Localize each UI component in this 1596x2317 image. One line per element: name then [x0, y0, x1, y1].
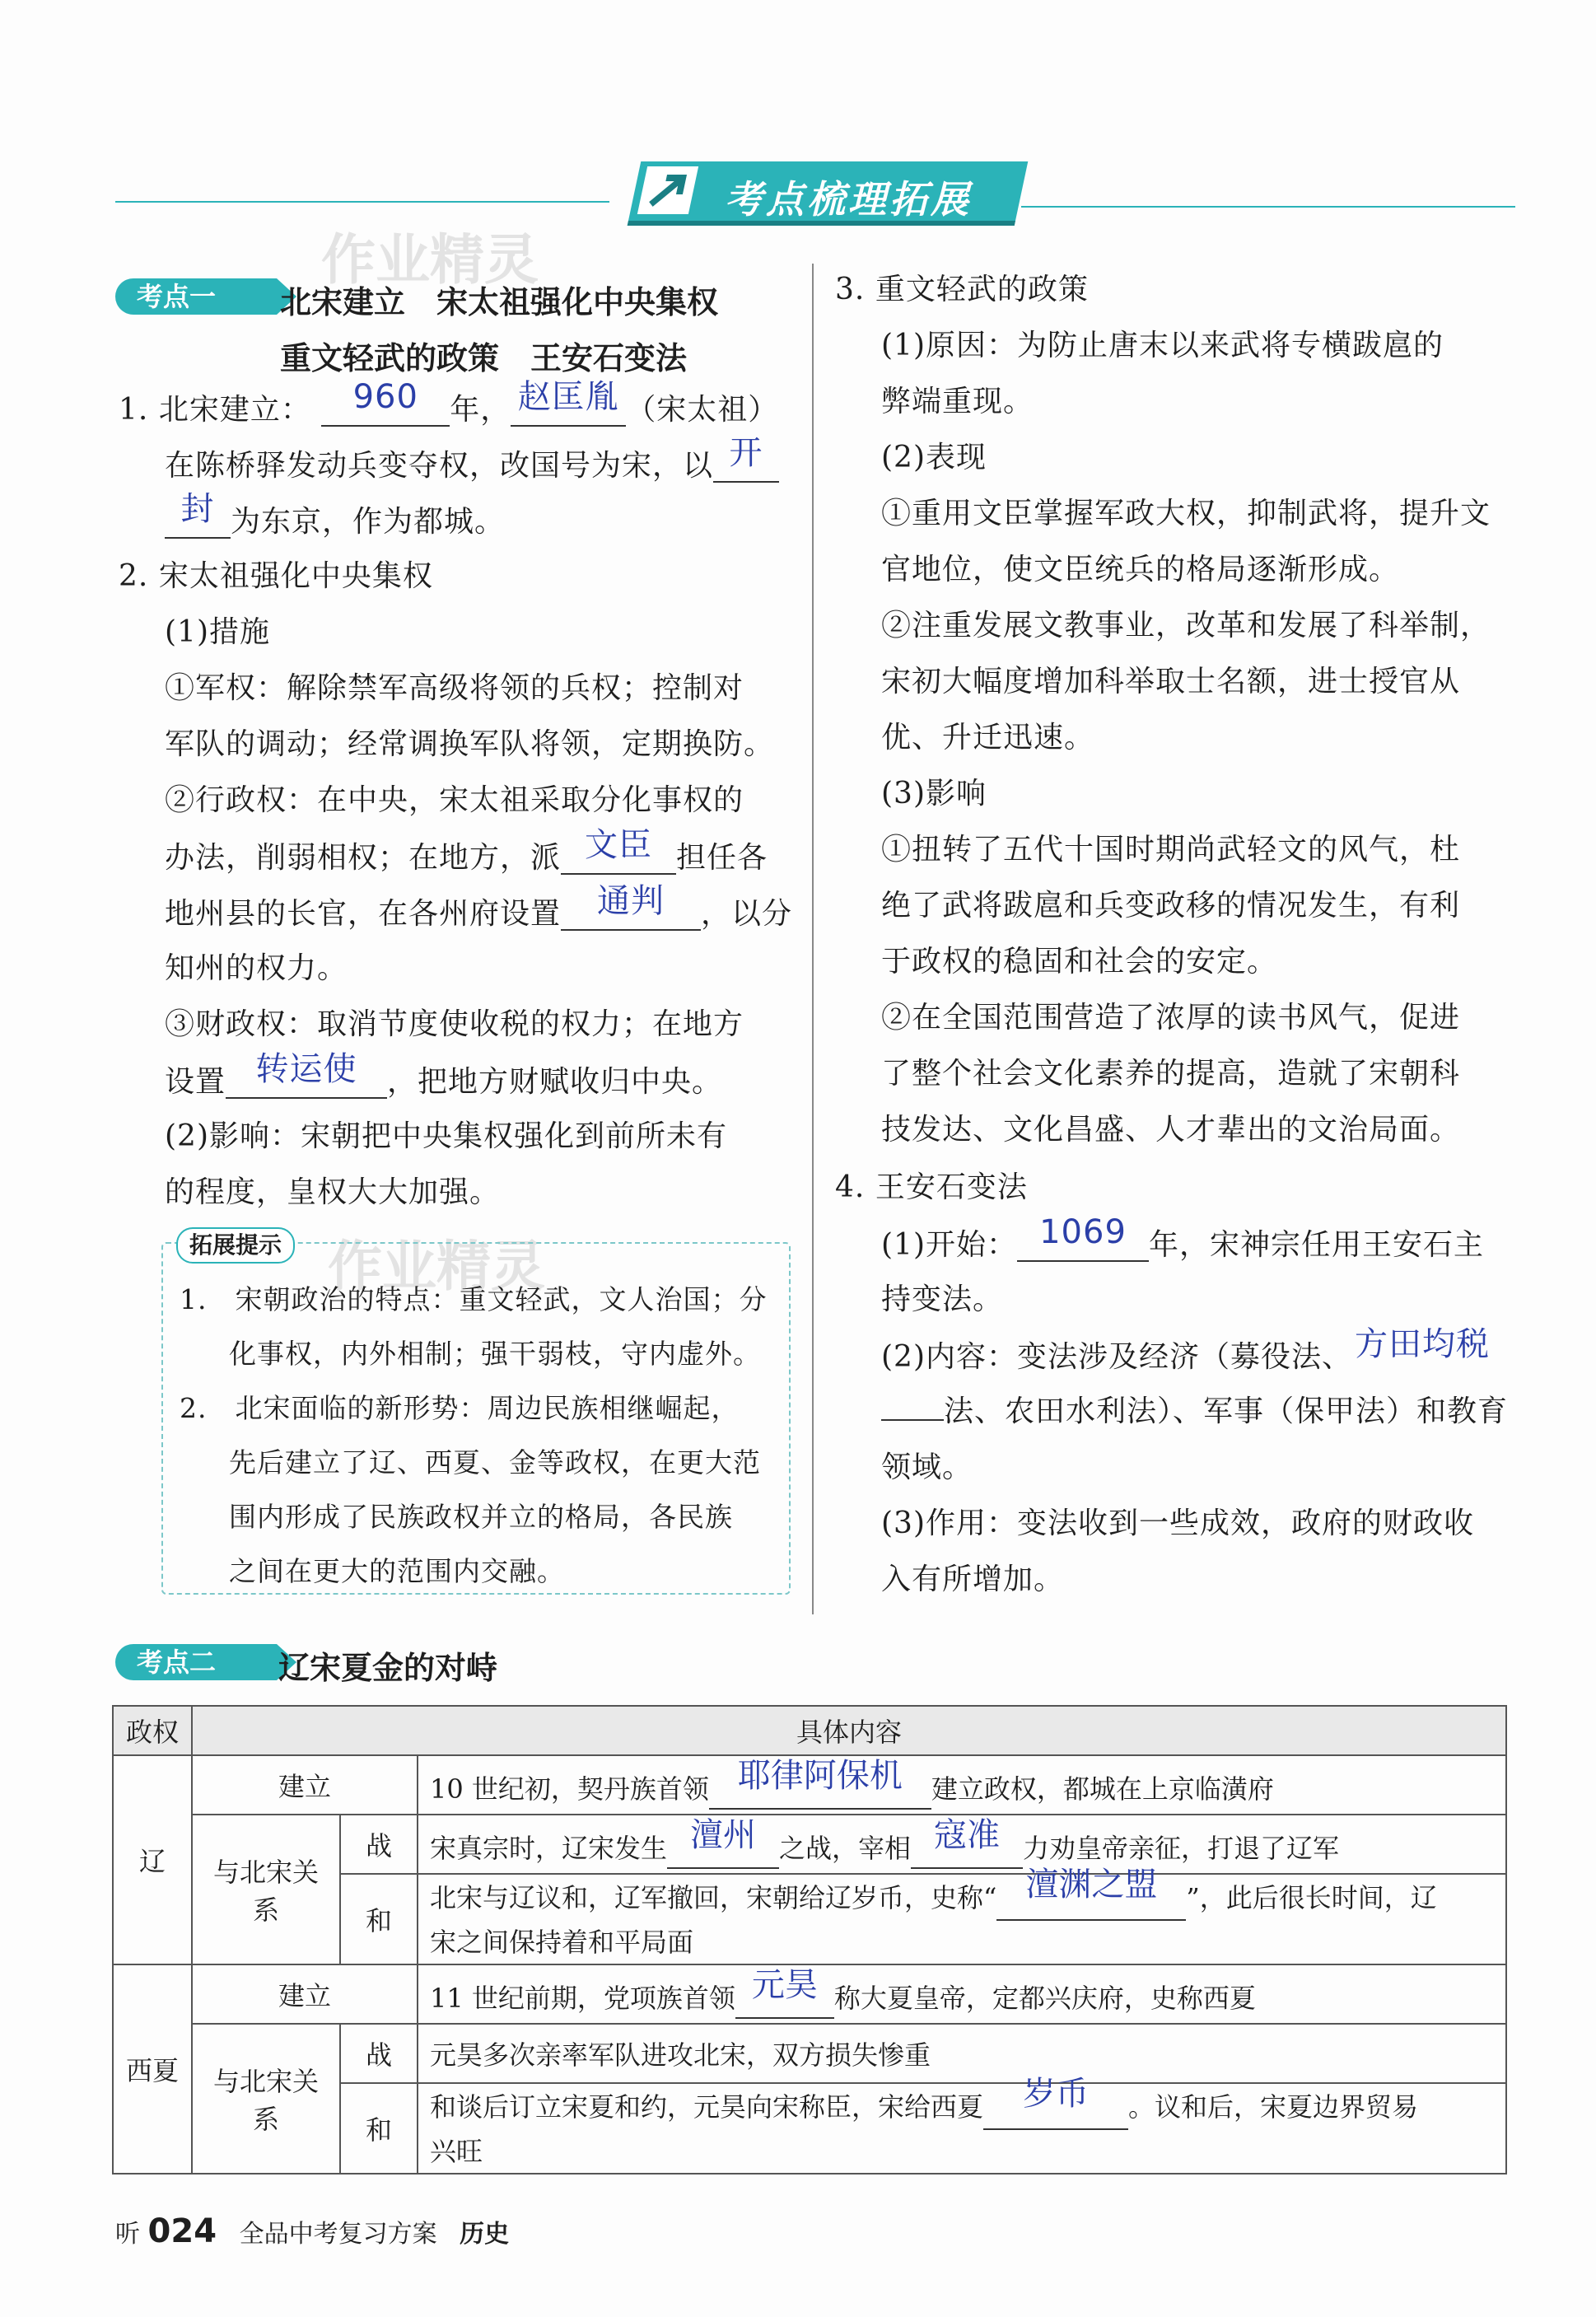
item3-i1c: 于政权的稳固和社会的安定。	[881, 945, 1278, 979]
xx-war-cell: 元昊多次亲率军队进攻北宋，双方损失惨重	[418, 2024, 1506, 2083]
item2-heading: 2. 宋太祖强化中央集权	[119, 559, 433, 593]
watermark: 作业精灵	[321, 228, 539, 292]
footer	[115, 2212, 509, 2250]
tip-2b: 先后建立了辽、西夏、金等政权，在更大范	[229, 1446, 761, 1478]
liao-war-label: 战	[340, 1815, 418, 1874]
item1-line2: 在陈桥驿发动兵变夺权，改国号为宋，以 开	[165, 450, 779, 483]
item3-i2b: 了整个社会文化素养的提高，造就了宋朝科	[881, 1057, 1461, 1091]
item1-line1: 1. 北宋建立： 960 年， 赵匡胤 （宋太祖）	[119, 378, 779, 427]
item3-r1: (1)原因：为防止唐末以来武将专横跋扈的	[881, 329, 1444, 362]
header-content: 具体内容	[192, 1706, 1506, 1755]
banner-title: 考点梳理拓展	[725, 177, 972, 222]
section2-title: 辽宋夏金的对峙	[278, 1650, 498, 1686]
section1-badge: 考点一	[115, 278, 277, 315]
xx-peace-cell: 和谈后订立宋夏和约，元昊向宋称臣，宋给西夏 岁币 。议和后，宋夏边界贸易 兴旺	[418, 2083, 1506, 2174]
tip-1b: 化事权，内外相制；强干弱枝，守内虚外。	[229, 1338, 761, 1370]
tip-2c: 围内形成了民族政权并立的格局，各民族	[229, 1501, 733, 1533]
item3-p1a: ①重用文臣掌握军政大权，抑制武将，提升文	[881, 497, 1491, 530]
item3-heading: 3. 重文轻武的政策	[835, 273, 1089, 306]
item3-i1b: 绝了武将跋扈和兵变政移的情况发生，有利	[881, 889, 1461, 923]
regime-liao: 辽	[113, 1755, 192, 1964]
tip-2a: 2. 北宋面临的新形势：周边民族相继崛起，	[180, 1392, 740, 1424]
xx-found-label: 建立	[192, 1964, 418, 2024]
answer-blank-zhuanyunshi[interactable]: 转运使	[226, 1066, 387, 1099]
answer-blank-capital-a[interactable]: 开	[713, 450, 779, 483]
answer-blank-wenchen[interactable]: 文臣	[561, 842, 676, 875]
xx-peace-label: 和	[340, 2083, 418, 2174]
tip-1a: 1. 宋朝政治的特点：重文轻武，文人治国；分	[180, 1283, 768, 1315]
answer-blank-founder[interactable]: 赵匡胤	[511, 394, 626, 427]
item2-m3a: ③财政权：取消节度使收税的权力；在地方	[165, 1007, 744, 1041]
item3-p1b: 官地位，使文臣统兵的格局逐渐形成。	[881, 553, 1400, 586]
item4-e1: (3)作用：变法收到一些成效，政府的财政收	[881, 1507, 1474, 1540]
subject: 历史	[460, 2220, 510, 2249]
answer-blank-1069[interactable]: 1069	[1017, 1229, 1149, 1262]
header-rule-left	[115, 201, 609, 203]
answer-blank-year[interactable]: 960	[321, 394, 450, 427]
item4-s2: 持变法。	[881, 1282, 1004, 1316]
tip-2d: 之间在更大的范围内交融。	[229, 1555, 565, 1587]
answer-blank-fangtian[interactable]: 方田均税	[1355, 1325, 1490, 1363]
comparison-table	[112, 1705, 1507, 2175]
item4-content: (2)内容：变法涉及经济（募役法、方田均税	[881, 1341, 1492, 1372]
liao-peace-cell: 北宋与辽议和，辽军撤回，宋朝给辽岁币，史称“ 澶渊之盟 ”，此后很长时间，辽 宋之间保持着和平局面	[418, 1874, 1506, 1964]
regime-xixia: 西夏	[113, 1964, 192, 2174]
column-divider	[812, 264, 814, 1614]
item3-p2c: 优、升迁迅速。	[881, 721, 1095, 754]
item4-c2: 法、农田水利法）、军事（保甲法）和教育	[881, 1397, 1508, 1427]
xx-war-label: 战	[340, 2024, 418, 2083]
item3-i2a: ②在全国范围营造了浓厚的读书风气，促进	[881, 1001, 1461, 1035]
item3-i: (3)影响	[881, 777, 987, 810]
item4-e2: 入有所增加。	[881, 1563, 1065, 1596]
item3-p: (2)表现	[881, 441, 987, 474]
item4-start: (1)开始： 1069 年，宋神宗任用王安石主	[881, 1213, 1485, 1262]
answer-blank-yuanhao[interactable]: 元昊	[735, 1970, 834, 2019]
xx-rel-label: 与北宋关系	[192, 2024, 340, 2174]
item2-m2c: 地州县的长官，在各州府设置 通判 ，以分	[165, 882, 793, 931]
answer-blank-kouzhun[interactable]: 寇准	[911, 1820, 1023, 1869]
answer-blank-chanyuan[interactable]: 澶渊之盟	[996, 1875, 1186, 1921]
item2-m3b: 设置 转运使 ，把地方财赋收归中央。	[165, 1050, 723, 1099]
header-rule-right	[1021, 206, 1515, 208]
item4-heading: 4. 王安石变法	[835, 1170, 1028, 1204]
item4-c3: 领域。	[881, 1450, 973, 1484]
liao-found-cell: 10 世纪初，契丹族首领 耶律阿保机 建立政权，都城在上京临潢府	[418, 1755, 1506, 1815]
arrow-icon	[637, 166, 698, 214]
liao-found-label: 建立	[192, 1755, 418, 1815]
item2-m2a: ②行政权：在中央，宋太祖采取分化事权的	[165, 783, 744, 817]
answer-blank-capital-b[interactable]: 封	[165, 506, 231, 539]
item3-p2a: ②注重发展文教事业，改革和发展了科举制，	[881, 609, 1491, 642]
item1-line3: 封 为东京，作为都城。	[165, 506, 505, 539]
item2-effect-b: 的程度，皇权大大加强。	[165, 1175, 501, 1209]
item2-m2b: 办法，削弱相权；在地方，派 文臣 担任各	[165, 826, 768, 875]
section1-title-line2: 重文轻武的政策 王安石变法	[280, 340, 688, 376]
header-regime: 政权	[113, 1706, 192, 1755]
answer-blank-suibi[interactable]: 岁币	[983, 2084, 1128, 2130]
listen-icon: 听	[115, 2220, 140, 2249]
answer-blank-abaoji[interactable]: 耶律阿保机	[709, 1761, 931, 1810]
page-number: 024	[147, 2212, 217, 2250]
item3-i1a: ①扭转了五代十国时期尚武轻文的风气，杜	[881, 833, 1461, 867]
item2-m1b: 军队的调动；经常调换军队将领，定期换防。	[165, 727, 775, 761]
item2-m2d: 知州的权力。	[165, 951, 348, 985]
section2-badge: 考点二	[115, 1644, 277, 1680]
liao-peace-label: 和	[340, 1874, 418, 1964]
tip-label: 拓展提示	[176, 1227, 295, 1264]
item3-r2: 弊端重现。	[881, 385, 1034, 418]
item2-m1a: ①军权：解除禁军高级将领的兵权；控制对	[165, 671, 744, 705]
watermark: 作业精灵	[328, 1235, 545, 1298]
answer-blank-chanzhou[interactable]: 澶州	[667, 1820, 779, 1869]
item2-effect-a: (2)影响：宋朝把中央集权强化到前所未有	[165, 1119, 727, 1153]
book-title: 全品中考复习方案	[239, 2220, 437, 2249]
liao-rel-label: 与北宋关系	[192, 1815, 340, 1964]
liao-war-cell: 宋真宗时，辽宋发生 澶州 之战，宰相 寇准 力劝皇帝亲征，打退了辽军	[418, 1815, 1506, 1874]
item3-i2c: 技发达、文化昌盛、人才辈出的文治局面。	[881, 1113, 1461, 1147]
section1-title-line1: 北宋建立 宋太祖强化中央集权	[280, 284, 719, 320]
xx-found-cell: 11 世纪前期，党项族首领 元昊 称大夏皇帝，定都兴庆府，史称西夏	[418, 1964, 1506, 2024]
answer-blank-tongpan[interactable]: 通判	[561, 898, 701, 931]
item3-p2b: 宋初大幅度增加科举取士名额，进士授官从	[881, 665, 1461, 698]
item2-measures: (1)措施	[165, 615, 270, 649]
